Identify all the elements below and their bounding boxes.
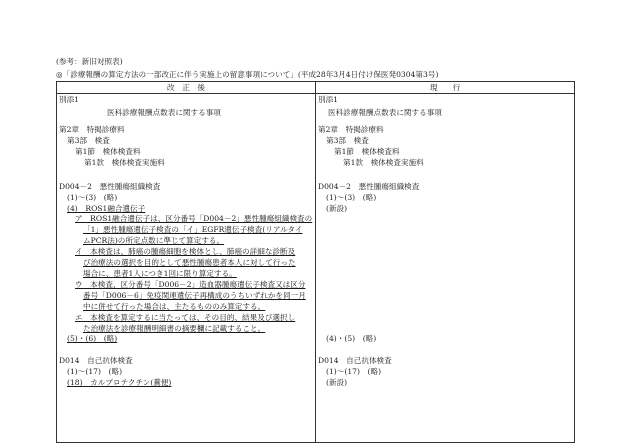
- left-a-line1: ア ROS1融合遺伝子は、区分番号「D004－2」悪性腫瘍組織検査の: [75, 214, 313, 223]
- left-d-line2: た治療法を診療報酬明細書の摘要欄に記載すること。: [83, 324, 266, 333]
- right-item2-line2: (新設): [326, 378, 348, 387]
- reference-label: (参考：新旧対照表): [56, 57, 123, 66]
- current-column: [316, 94, 575, 443]
- left-d-line1: エ 本検査を算定するに当たっては、その目的、結果及び選択し: [75, 313, 296, 322]
- right-item1-title: D004－2 悪性腫瘍組織検査: [318, 182, 420, 191]
- right-part: 第3部 検査: [326, 136, 369, 145]
- left-item1-line3: [67, 334, 117, 343]
- left-doc-title: 医科診療報酬点数表に関する事項: [107, 108, 221, 117]
- left-section: 第1節 検体検査料: [75, 147, 141, 156]
- left-chapter: 第2章 特掲診療料: [59, 125, 125, 134]
- left-part: 第3部 検査: [67, 136, 110, 145]
- left-b-line2: び治療法の選択を目的として悪性腫瘍患者本人に対して行った: [83, 258, 296, 267]
- right-item1-line2: (新設): [326, 204, 348, 213]
- left-item1-line1: (1)～(3) (略): [67, 193, 118, 202]
- left-item1-line3-text: (5)・(6) (略): [67, 334, 118, 343]
- left-item1-line2: (4) ROS1融合遺伝子: [67, 204, 146, 213]
- right-item2-line1: (1)～(17) (略): [326, 367, 382, 376]
- left-c-line2: 番号「D006－6」免疫関連遺伝子再構成のうちいずれかを同一月: [83, 291, 306, 300]
- left-item2-line1: (1)～(17) (略): [67, 367, 123, 376]
- left-a-line3: ムPCR法)の所定点数に準じて算定する。: [83, 236, 225, 245]
- table-body-row: [57, 94, 575, 443]
- left-c-line1: ウ 本検査、区分番号「D006－2」造血器腫瘍遺伝子検査又は区分: [75, 280, 306, 289]
- table-header-row: [57, 82, 575, 94]
- right-section: 第1節 検体検査料: [334, 147, 400, 156]
- right-chapter: 第2章 特掲診療料: [318, 125, 384, 134]
- right-subsection: 第1款 検体検査実施料: [343, 158, 424, 167]
- right-doc-title: 医科診療報酬点数表に関する事項: [328, 108, 442, 117]
- left-b-line1: イ 本検査は、肺癌の腫瘍細胞を検体とし、肺癌の詳細な診断及: [75, 247, 296, 256]
- notice-title: ◎「診療報酬の算定方法の一部改正に伴う実施上の留意事項について」(平成28年3月4日付け保医発0304第3号): [56, 70, 439, 79]
- right-item1-line3: (4)・(5) (略): [326, 334, 377, 343]
- right-appendix: 別添1: [318, 95, 339, 104]
- right-item2-title: D014 自己抗体検査: [318, 356, 392, 365]
- left-item2-line2: (18) カルプロテクチン(糞便): [67, 378, 172, 387]
- left-subsection: 第1款 検体検査実施料: [84, 158, 165, 167]
- left-item2-title: D014 自己抗体検査: [59, 356, 133, 365]
- left-appendix: 別添1: [59, 95, 80, 104]
- left-c-line3: 中に併せて行った場合は、主たるもののみ算定する。: [83, 302, 266, 311]
- left-item1-title: D004－2 悪性腫瘍組織検査: [59, 182, 161, 191]
- left-b-line3: 場合に、患者1人につき1回に限り算定する。: [83, 269, 237, 278]
- revised-column: [57, 94, 316, 443]
- column-header-current: 現 行: [316, 82, 575, 94]
- left-a-line2: 「1」悪性腫瘍遺伝子検査の「イ」EGFR遺伝子検査(リアルタイ: [83, 225, 303, 234]
- column-header-revised: 改 正 後: [57, 82, 316, 94]
- right-item1-line1: (1)～(3) (略): [326, 193, 377, 202]
